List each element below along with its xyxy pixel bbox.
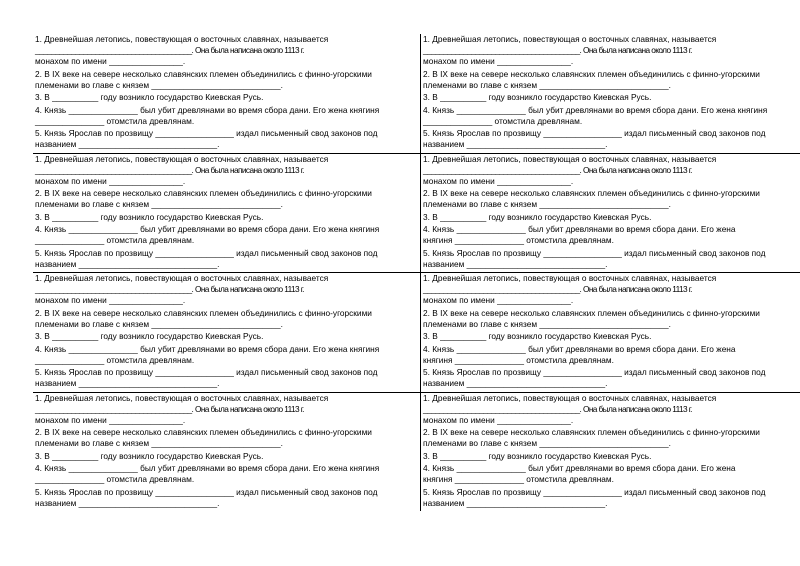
question-1: 1. Древнейшая летопись, повествующая о восточных славянах, называется _______________________________________. Она была написана около 1113 г. монахом по имени ________________. xyxy=(423,153,717,186)
question-5: 5. Князь Ярослав по прозвищу _________________ издал письменный свод законов под названием ______________________________. xyxy=(35,486,378,508)
question-4: 4. Князь _______________ был убит древлянами во время сбора дани. Его жена княгиня _______________ отомстила древлянам. xyxy=(35,104,380,126)
worksheet-page xyxy=(33,34,800,511)
quiz-card xyxy=(421,273,800,393)
question-5: 5. Князь Ярослав по прозвищу _________________ издал письменный свод законов под названием ______________________________. xyxy=(35,367,378,388)
question-4: 4. Князь _______________ был убит древлянами во время сбора дани. Его жена княгиня _______________ отомстила древлянам. xyxy=(423,343,736,365)
question-2: 2. В IX веке на севере несколько славянских племен объединились с финно-угорскими племенами во главе с князем ____________________________. xyxy=(35,427,372,448)
question-4: 4. Князь _______________ был убит древлянами во время сбора дани. Его жена княгиня _______________ отомстила древлянам. xyxy=(423,104,768,126)
question-4: 4. Князь _______________ был убит древлянами во время сбора дани. Его жена княгиня _______________ отомстила древлянам. xyxy=(35,224,380,245)
question-5: 5. Князь Ярослав по прозвищу _________________ издал письменный свод законов под названием ______________________________. xyxy=(35,128,378,149)
question-3: 3. В __________ году возникло государство Киевская Русь. xyxy=(423,211,652,222)
question-1: 1. Древнейшая летопись, повествующая о восточных славянах, называется _______________________________________. Она была написана около 1113 г. монахом по имени ________________. xyxy=(423,34,717,66)
question-3: 3. В __________ году возникло государство Киевская Русь. xyxy=(35,92,264,102)
quiz-card xyxy=(421,34,800,153)
quiz-row xyxy=(33,392,800,511)
question-1: 1. Древнейшая летопись, повествующая о восточных славянах, называется _______________________________________. Она была написана около 1113 г. монахом по имени ________________. xyxy=(35,273,329,305)
quiz-row xyxy=(33,273,800,393)
question-1: 1. Древнейшая летопись, повествующая о восточных славянах, называется _______________________________________. Она была написана около 1113 г. монахом по имени ________________. xyxy=(35,392,329,425)
question-3: 3. В __________ году возникло государство Киевская Русь. xyxy=(35,211,264,222)
question-2: 2. В IX веке на севере несколько славянских племен объединились с финно-угорскими племенами во главе с князем ____________________________. xyxy=(423,307,760,329)
question-1: 1. Древнейшая летопись, повествующая о восточных славянах, называется _______________________________________. Она была написана около 1113 г. монахом по имени ________________. xyxy=(423,273,717,305)
quiz-grid xyxy=(33,34,800,511)
question-5: 5. Князь Ярослав по прозвищу _________________ издал письменный свод законов под названием ______________________________. xyxy=(423,247,766,269)
question-5: 5. Князь Ярослав по прозвищу _________________ издал письменный свод законов под названием ______________________________. xyxy=(423,128,766,149)
question-2: 2. В IX веке на севере несколько славянских племен объединились с финно-угорскими племенами во главе с князем ____________________________. xyxy=(35,307,372,329)
question-4: 4. Князь _______________ был убит древлянами во время сбора дани. Его жена княгиня _______________ отомстила древлянам. xyxy=(423,224,736,245)
question-3: 3. В __________ году возникло государство Киевская Русь. xyxy=(35,331,264,341)
quiz-row xyxy=(33,34,800,153)
question-2: 2. В IX веке на севере несколько славянских племен объединились с финно-угорскими племенами во главе с князем ____________________________. xyxy=(35,188,372,209)
question-5: 5. Князь Ярослав по прозвищу _________________ издал письменный свод законов под названием ______________________________. xyxy=(423,486,766,508)
quiz-card xyxy=(33,392,421,511)
question-3: 3. В __________ году возникло государство Киевская Русь. xyxy=(35,450,264,461)
question-5: 5. Князь Ярослав по прозвищу _________________ издал письменный свод законов под названием ______________________________. xyxy=(423,367,766,388)
quiz-card xyxy=(421,392,800,511)
question-2: 2. В IX веке на севере несколько славянских племен объединились с финно-угорскими племенами во главе с князем ____________________________. xyxy=(423,188,760,209)
question-3: 3. В __________ году возникло государство Киевская Русь. xyxy=(423,450,652,461)
question-1: 1. Древнейшая летопись, повествующая о восточных славянах, называется _______________________________________. Она была написана около 1113 г. монахом по имени ________________. xyxy=(35,34,329,66)
question-1: 1. Древнейшая летопись, повествующая о восточных славянах, называется _______________________________________. Она была написана около 1113 г. монахом по имени ________________. xyxy=(35,153,329,186)
question-4: 4. Князь _______________ был убит древлянами во время сбора дани. Его жена княгиня _______________ отомстила древлянам. xyxy=(35,343,380,365)
quiz-card xyxy=(421,153,800,273)
question-2: 2. В IX веке на севере несколько славянских племен объединились с финно-угорскими племенами во главе с князем ____________________________. xyxy=(35,68,372,90)
question-3: 3. В __________ году возникло государство Киевская Русь. xyxy=(423,331,652,341)
quiz-card xyxy=(33,34,421,153)
question-1: 1. Древнейшая летопись, повествующая о восточных славянах, называется _______________________________________. Она была написана около 1113 г. монахом по имени ________________. xyxy=(423,392,717,425)
question-2: 2. В IX веке на севере несколько славянских племен объединились с финно-угорскими племенами во главе с князем ____________________________. xyxy=(423,427,760,448)
quiz-row xyxy=(33,153,800,273)
question-4: 4. Князь _______________ был убит древлянами во время сбора дани. Его жена княгиня _______________ отомстила древлянам. xyxy=(35,463,380,484)
quiz-card xyxy=(33,153,421,273)
quiz-card xyxy=(33,273,421,393)
question-2: 2. В IX веке на севере несколько славянских племен объединились с финно-угорскими племенами во главе с князем ____________________________. xyxy=(423,68,760,90)
question-4: 4. Князь _______________ был убит древлянами во время сбора дани. Его жена княгиня _______________ отомстила древлянам. xyxy=(423,463,736,484)
question-3: 3. В __________ году возникло государство Киевская Русь. xyxy=(423,92,652,102)
question-5: 5. Князь Ярослав по прозвищу _________________ издал письменный свод законов под названием ______________________________. xyxy=(35,247,378,269)
